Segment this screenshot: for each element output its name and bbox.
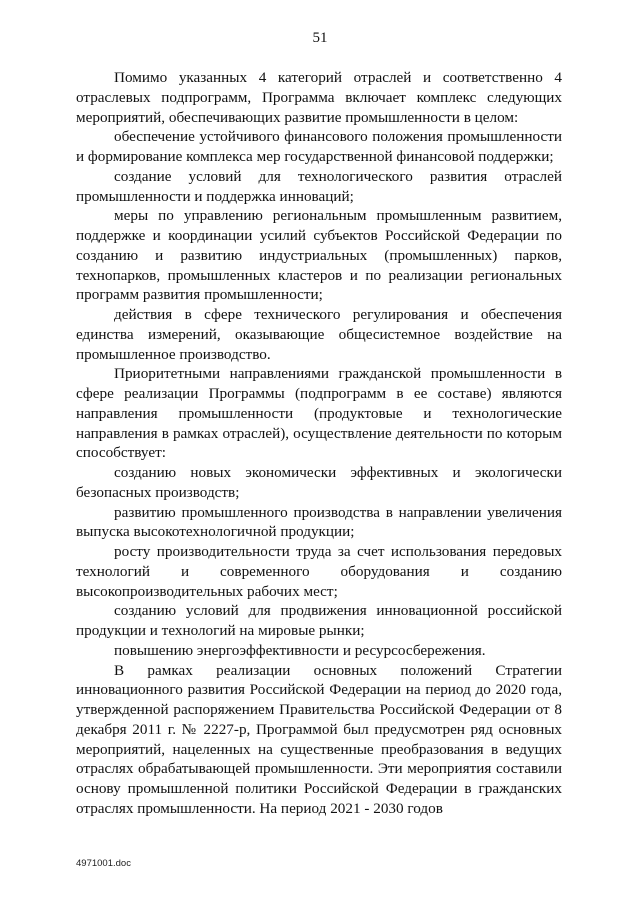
document-body [76,68,562,819]
paragraph-technological-development: создание условий для технологического развития отраслей промышленности и поддержка инноваций; [76,167,562,205]
paragraph-intro: Помимо указанных 4 категорий отраслей и соответственно 4 отраслевых подпрограмм, Программа включает комплекс следующих мероприятий, обеспечивающих развитие промышленности в целом: [76,69,562,126]
paragraph-labor-productivity: росту производительности труда за счет использования передовых технологий и современного оборудования и созданию высокопроизводительных рабочих мест; [76,543,562,600]
paragraph-priority-directions: Приоритетными направлениями гражданской промышленности в сфере реализации Программы (подпрограмм в ее составе) являются направления промышленности (продуктовые и технологические направления в рамках отраслей), осуществление деятельности по которым способствует: [76,365,562,462]
paragraph-innovation-strategy: В рамках реализации основных положений Стратегии инновационного развития Российской Федерации на период до 2020 года, утвержденной распоряжением Правительства Российской Федерации от 8 декабря 2011 г. № 2227-р, Программой был предусмотрен ряд основных мероприятий, нацеленных на существенные преобразования в ведущих отраслях обрабатывающей промышленности. Эти мероприятия составили основу промышленной политики Российской Федерации в гражданских отраслях промышленности. На период 2021 - 2030 годов [76,661,562,817]
paragraph-regional-measures: меры по управлению региональным промышленным развитием, поддержке и координации усилий субъектов Российской Федерации по созданию и развитию индустриальных (промышленных) парков, технопарков, промышленных кластеров и по реализации региональных программ развития промышленности; [76,207,562,304]
paragraph-high-tech-output: развитию промышленного производства в направлении увеличения выпуска высокотехнологичной продукции; [76,503,562,541]
paragraph-energy-efficiency: повышению энергоэффективности и ресурсосбережения. [114,641,486,659]
paragraph-technical-regulation: действия в сфере технического регулирования и обеспечения единства измерений, оказывающие общесистемное воздействие на промышленное производство. [76,306,562,363]
paragraph-financial-support: обеспечение устойчивого финансового положения промышленности и формирование комплекса мер государственной финансовой поддержки; [76,128,562,165]
paragraph-world-markets: созданию условий для продвижения инновационной российской продукции и технологий на мировые рынки; [76,602,562,639]
paragraph-new-productions: созданию новых экономически эффективных и экологически безопасных производств; [76,464,562,501]
page-number: 51 [312,30,328,46]
footer-file-name: 4971001.doc [76,858,131,869]
